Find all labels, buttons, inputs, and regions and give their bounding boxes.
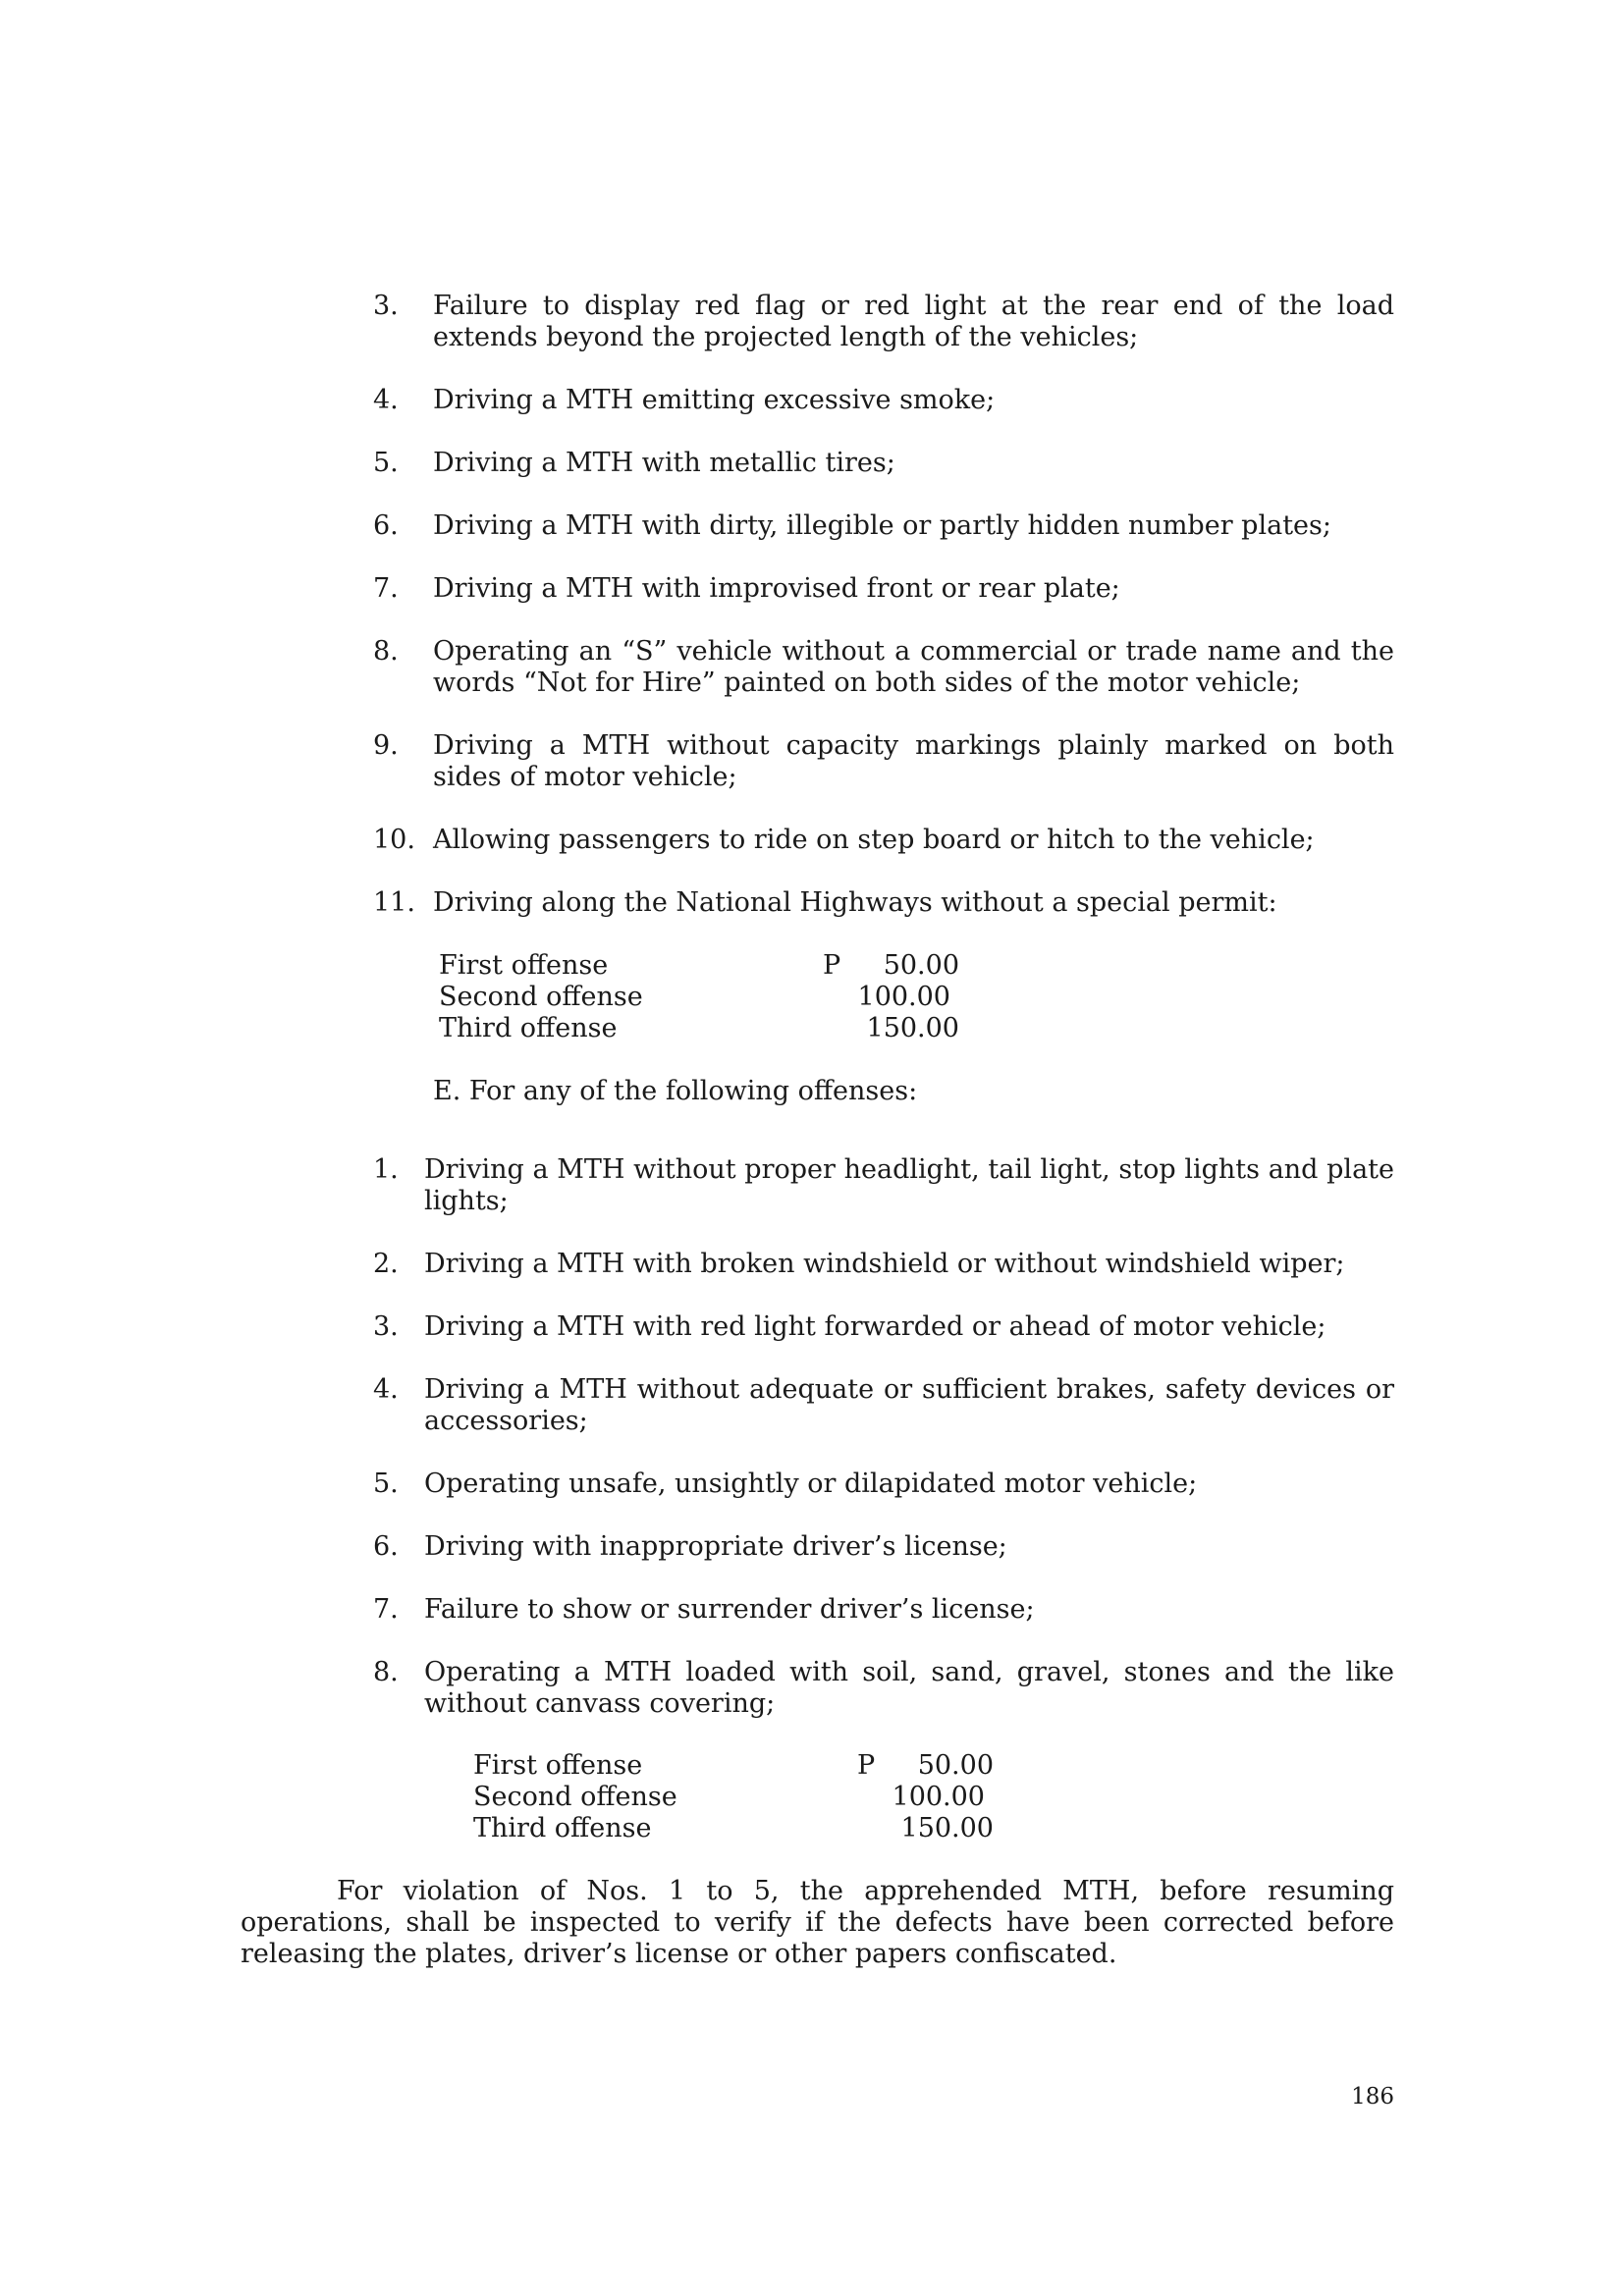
offense-label: Third offense [473,1813,652,1843]
currency-symbol: P [823,950,841,981]
offense-label: Second offense [473,1782,677,1812]
fine-amount: 100.00 [892,1782,985,1812]
fine-schedule [439,950,959,1044]
closing-paragraph [241,1876,1394,1970]
item-text: Operating unsafe, unsightly or dilapidated motor vehicle; [424,1468,1198,1499]
item-number: 1. [373,1154,399,1185]
item-text: Failure to show or surrender driver’s license; [424,1594,1035,1625]
section-heading: E. For any of the following offenses: [433,1076,918,1106]
item-number: 3. [373,291,399,321]
offense-label: Second offense [439,982,643,1012]
item-number: 9. [373,730,399,761]
item-number: 10. [373,825,415,855]
fine-amount: 100.00 [857,982,950,1012]
item-number: 5. [373,448,399,478]
item-text: Driving along the National Highways without a special permit: [433,887,1277,918]
item-number: 4. [373,1374,399,1405]
closing-text: For violation of Nos. 1 to 5, the apprehended MTH, before resuming operations, shall be inspected to verify if the defects have been corrected before releasing the plates, driver’s license or other papers confiscated. [241,1876,1394,1969]
offense-label: Third offense [439,1013,618,1043]
offense-label: First offense [473,1750,643,1781]
fine-amount: 50.00 [883,950,959,981]
fine-row [439,982,959,1013]
currency-symbol: P [857,1750,876,1781]
item-number: 8. [373,1657,399,1687]
fine-amount: 150.00 [866,1013,959,1043]
item-text: Driving a MTH emitting excessive smoke; [433,385,996,415]
item-text: Operating a MTH loaded with soil, sand, gravel, stones and the like without canvass covering; [424,1657,1394,1719]
fine-schedule [473,1750,994,1844]
fine-row [439,1013,959,1044]
page-number: 186 [1351,2084,1394,2109]
item-text: Driving a MTH without adequate or sufficient brakes, safety devices or accessories; [424,1374,1394,1436]
item-text: Driving a MTH with dirty, illegible or partly hidden number plates; [433,510,1331,541]
item-number: 2. [373,1249,399,1279]
item-text: Allowing passengers to ride on step board or hitch to the vehicle; [433,825,1315,855]
item-number: 5. [373,1468,399,1499]
item-text: Driving a MTH with red light forwarded or ahead of motor vehicle; [424,1311,1326,1342]
item-number: 6. [373,510,399,541]
item-text: Driving a MTH with broken windshield or without windshield wiper; [424,1249,1345,1279]
item-number: 7. [373,573,399,604]
item-text: Driving a MTH without capacity markings plainly marked on both sides of motor vehicle; [433,730,1394,792]
item-number: 6. [373,1531,399,1562]
item-number: 7. [373,1594,399,1625]
fine-row [473,1782,994,1813]
item-text: Operating an “S” vehicle without a commercial or trade name and the words “Not for Hire” painted on both sides of the motor vehicle; [433,636,1394,698]
item-number: 8. [373,636,399,667]
item-text: Driving a MTH with improvised front or rear plate; [433,573,1120,604]
item-text: Failure to display red flag or red light at the rear end of the load extends beyond the projected length of the vehicles; [433,291,1394,352]
item-number: 11. [373,887,415,918]
item-text: Driving with inappropriate driver’s license; [424,1531,1007,1562]
fine-row [473,1750,994,1782]
fine-row [473,1813,994,1844]
fine-amount: 150.00 [900,1813,994,1843]
offense-label: First offense [439,950,609,981]
item-text: Driving a MTH without proper headlight, tail light, stop lights and plate lights; [424,1154,1394,1216]
item-number: 3. [373,1311,399,1342]
item-text: Driving a MTH with metallic tires; [433,448,895,478]
fine-amount: 50.00 [917,1750,994,1781]
item-number: 4. [373,385,399,415]
fine-row [439,950,959,982]
